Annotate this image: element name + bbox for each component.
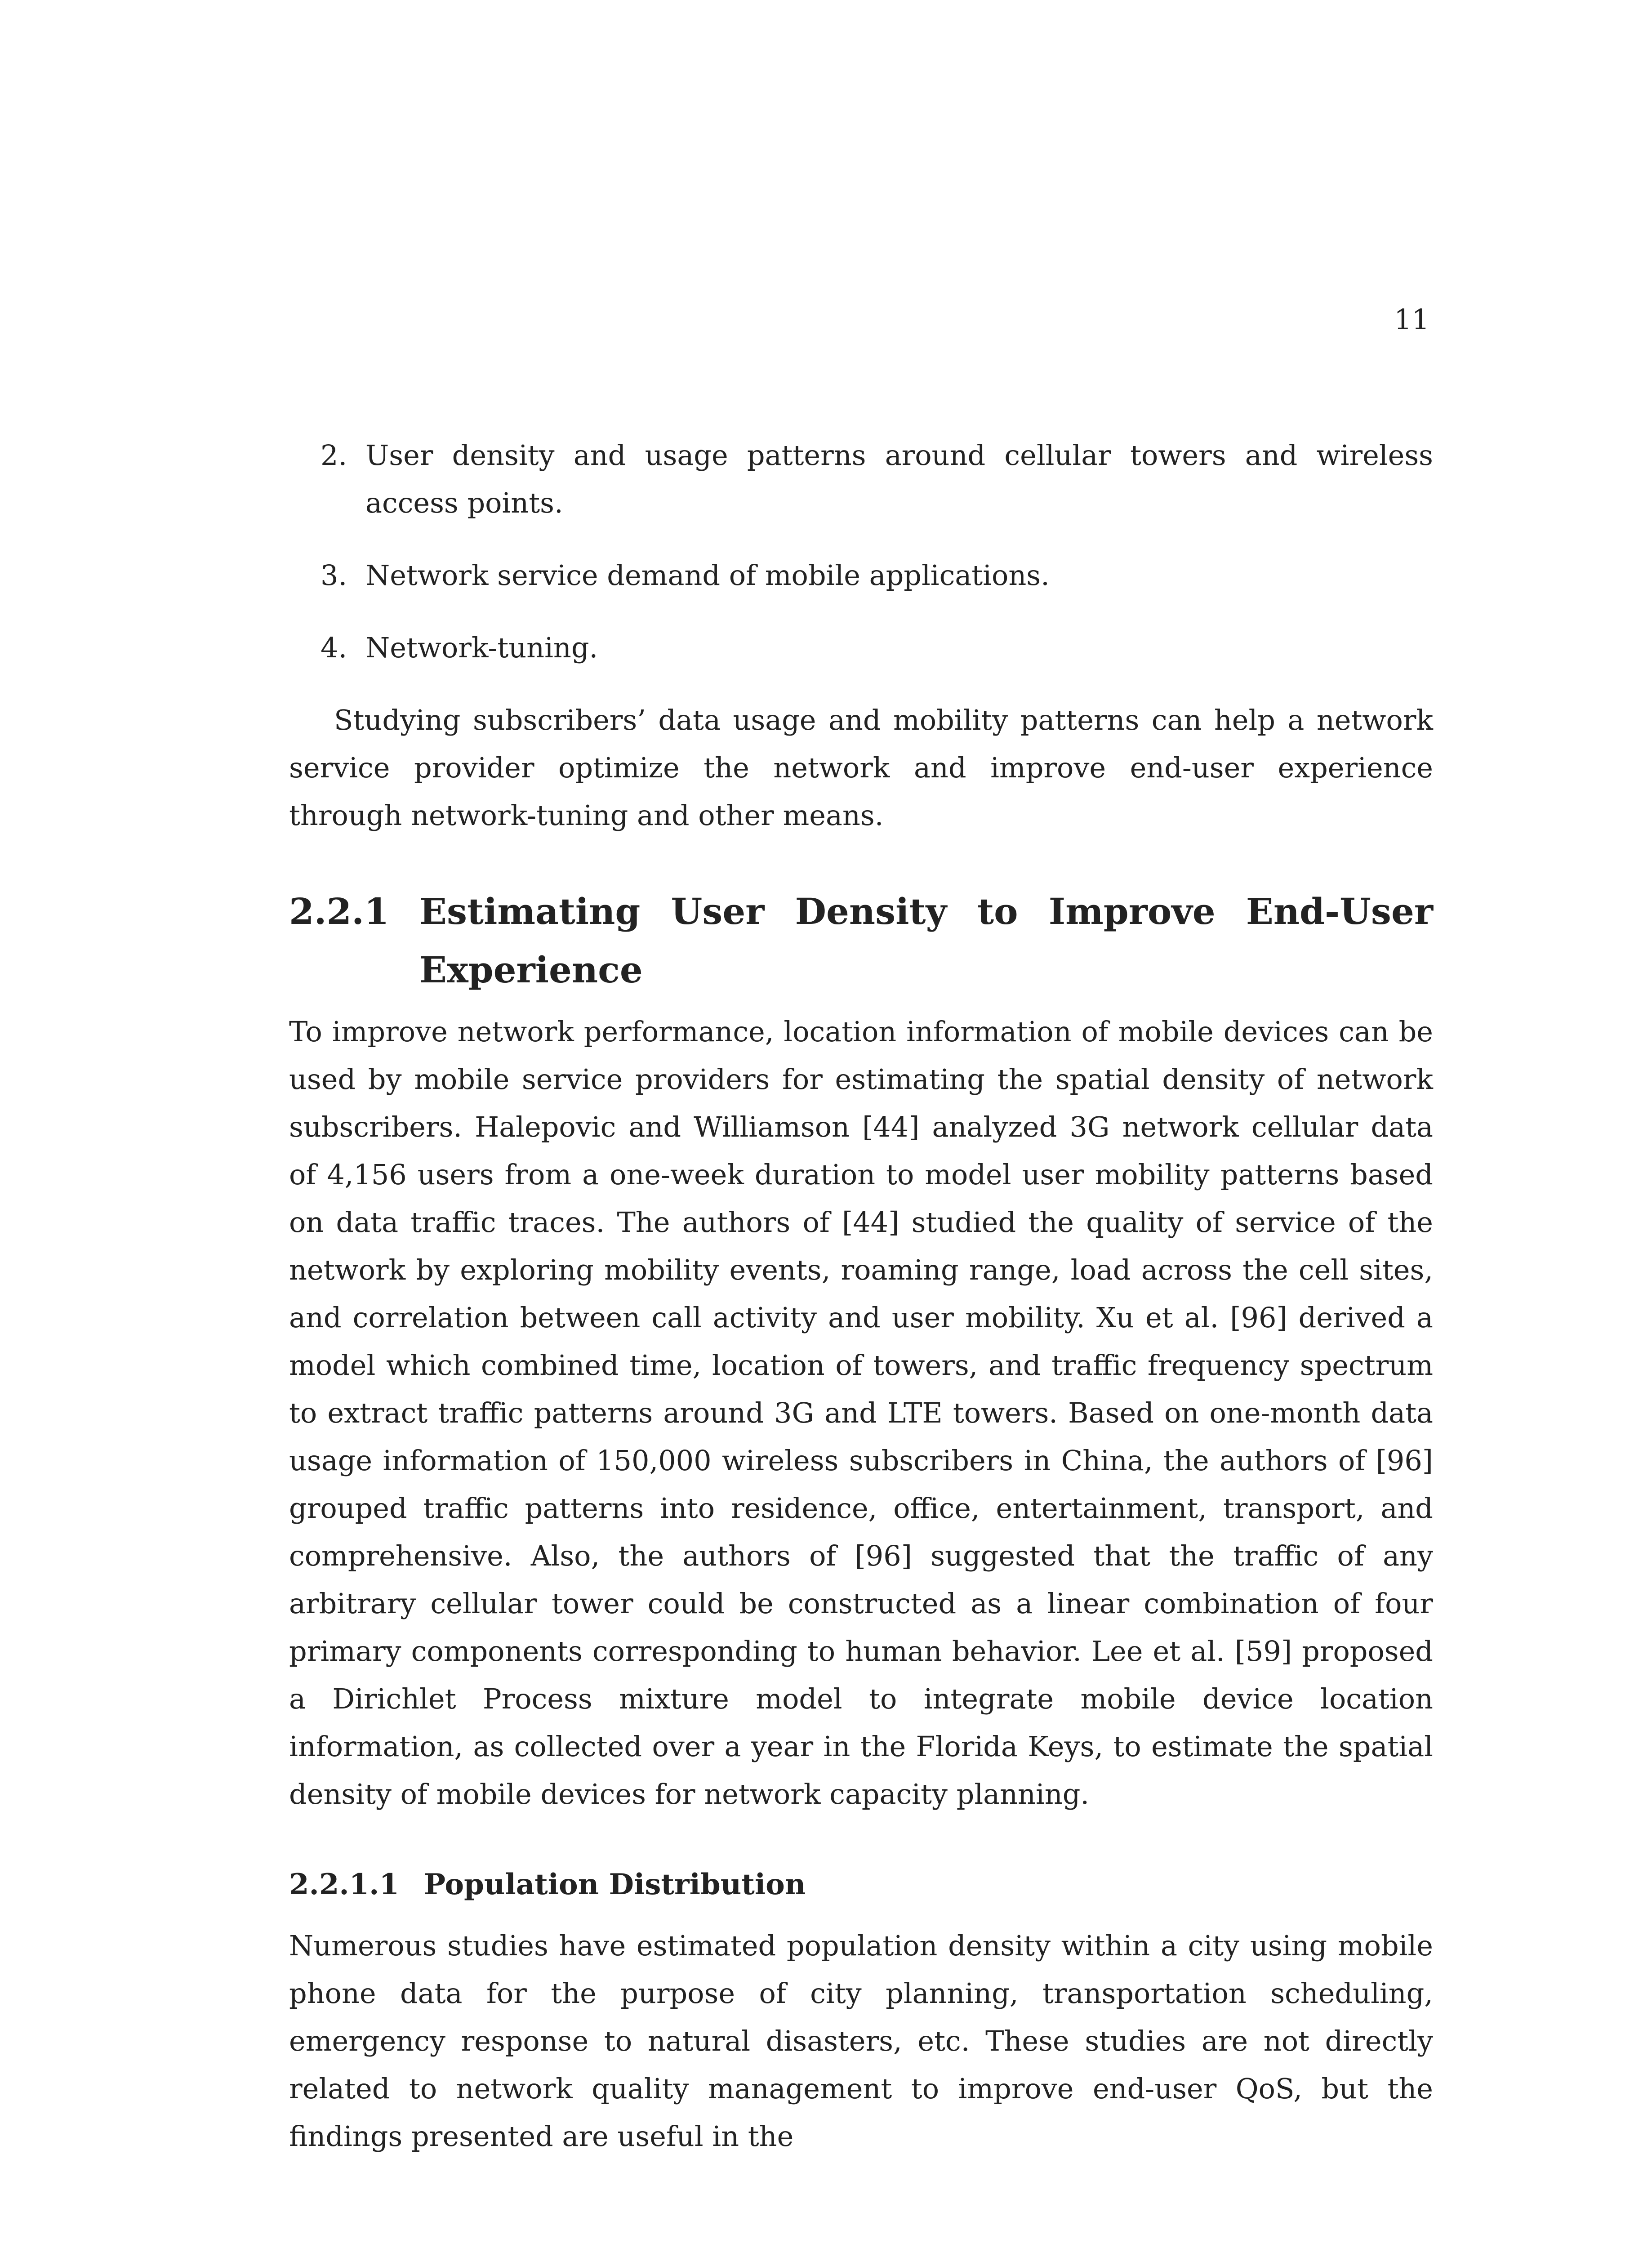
subsubsection-title: Population Distribution	[424, 1868, 806, 1901]
page-number: 11	[1394, 303, 1429, 336]
subsubsection-heading	[289, 1861, 1433, 1909]
subsubsection-number: 2.2.1.1	[289, 1868, 399, 1901]
list-item-text: User density and usage patterns around cellular towers and wireless access points.	[365, 439, 1433, 519]
page-content	[289, 432, 1433, 2160]
intro-paragraph: Studying subscribers’ data usage and mobility patterns can help a network service provider optimize the network and improve end-user experience through network-tuning and other means.	[289, 704, 1433, 832]
section-number: 2.2.1	[289, 890, 389, 932]
section-title: Estimating User Density to Improve End-User Experience	[419, 890, 1433, 991]
list-item-number: 3.	[321, 559, 347, 592]
subsubsection-paragraph: Numerous studies have estimated population density within a city using mobile phone data for the purpose of city planning, transportation scheduling, emergency response to natural disasters, etc. These studies are not directly related to network quality management to improve end-user QoS, but the findings presented are useful in the	[289, 1929, 1433, 2153]
list-item	[289, 552, 1433, 599]
section-heading	[289, 882, 1433, 999]
section-paragraph: To improve network performance, location information of mobile devices can be used by mobile service providers for estimating the spatial density of network subscribers. Halepovic and Williamson [44] analyzed 3G network cellular data of 4,156 users from a one-week duration to model user mobility patterns based on data traffic traces. The authors of [44] studied the quality of service of the network by exploring mobility events, roaming range, load across the cell sites, and correlation between call activity and user mobility. Xu et al. [96] derived a model which combined time, location of towers, and traffic frequency spectrum to extract traffic patterns around 3G and LTE towers. Based on one-month data usage information of 150,000 wireless subscribers in China, the authors of [96] grouped traffic patterns into residence, office, entertainment, transport, and comprehensive. Also, the authors of [96] suggested that the traffic of any arbitrary cellular tower could be constructed as a linear combination of four primary components corresponding to human behavior. Lee et al. [59] proposed a Dirichlet Process mixture model to integrate mobile device location information, as collected over a year in the Florida Keys, to estimate the spatial density of mobile devices for network capacity planning.	[289, 1015, 1433, 1811]
list-item-number: 2.	[321, 439, 347, 472]
list-item	[289, 432, 1433, 527]
enumerated-list	[289, 432, 1433, 672]
list-item-text: Network-tuning.	[365, 631, 598, 664]
list-item-number: 4.	[321, 631, 347, 664]
list-item	[289, 624, 1433, 672]
list-item-text: Network service demand of mobile applications.	[365, 559, 1050, 592]
